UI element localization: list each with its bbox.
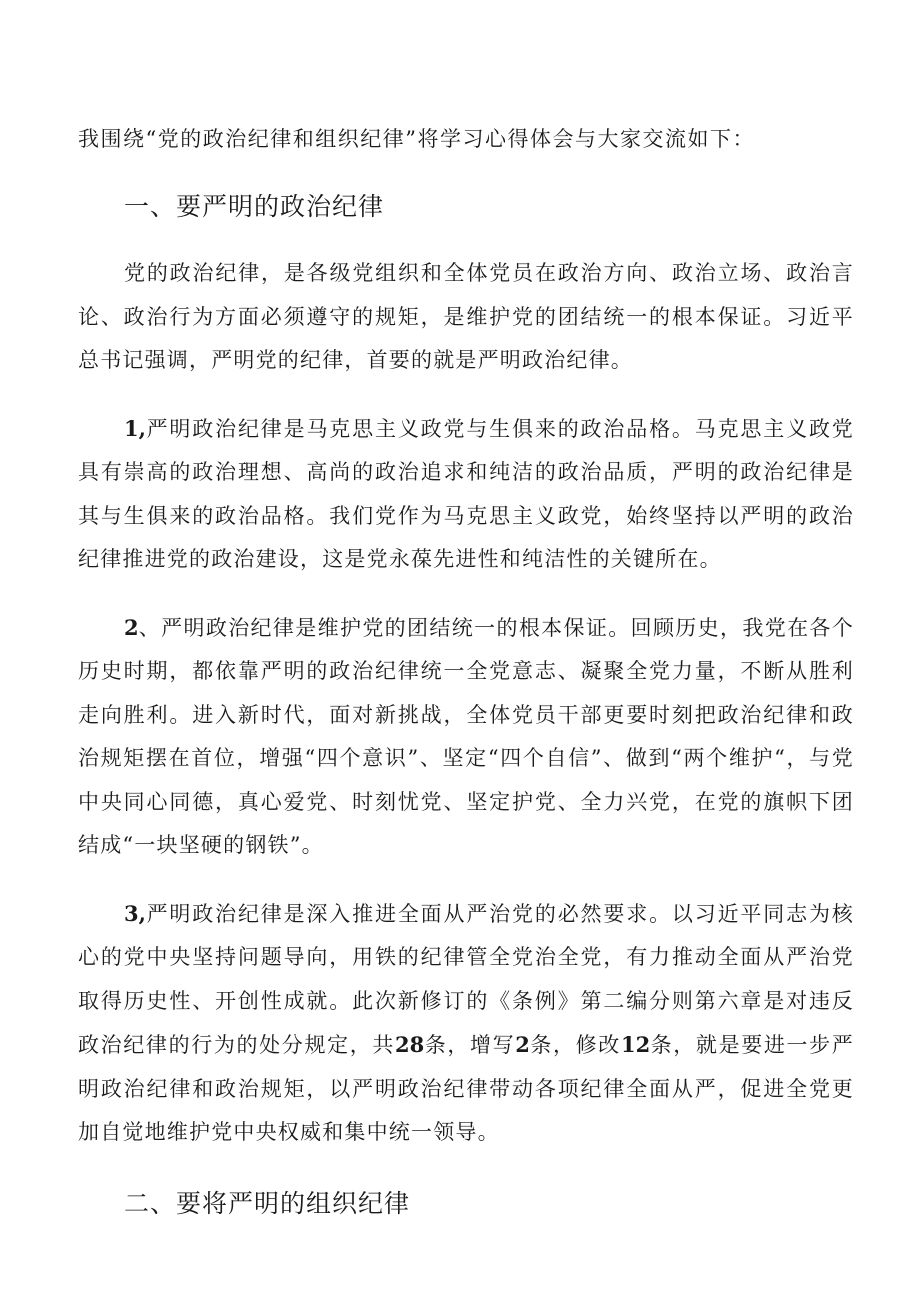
point-3-count-revised: 12 xyxy=(620,1032,651,1057)
section1-paragraph: 党的政治纪律，是各级党组织和全体党员在政治方向、政治立场、政治言论、政治行为方面必须遵守的规矩，是维护党的团结统一的根本保证。习近平总书记强调，严明党的纪律，首要的就是严明政治纪律。 xyxy=(78,261,854,372)
point-1 xyxy=(78,407,854,582)
point-3-count-total: 28 xyxy=(395,1032,425,1057)
point-1-text: 严明政治纪律是马克思主义政党与生俱来的政治品格。马克思主义政党具有崇高的政治理想、高尚的政治追求和纯洁的政治品质，严明的政治纪律是其与生俱来的政治品格。我们党作为马克思主义政党，始终坚持以严明的政治纪律推进党的政治建设，这是党永葆先进性和纯洁性的关键所在。 xyxy=(78,416,854,571)
section2-heading: 二、要将严明的组织纪律 xyxy=(124,1188,411,1218)
point-3-text-a: 严明政治纪律是深入推进全面从严治党的必然要求。以习近平同志为核心的党中央坚持问题导向，用铁的纪律管全党治全党，有力推动全面从严治党取得历史性、开创性成就。此次新修订的《条例》第二编分则第六章是对违反政治纪律的行为的处分规定，共 xyxy=(78,901,854,1057)
point-3-number: 3, xyxy=(124,900,146,926)
point-3-text-b: 条，增写 xyxy=(424,1033,516,1057)
point-3-text-c: 条，修改 xyxy=(529,1033,621,1057)
point-3 xyxy=(78,892,854,1155)
point-3-text-d: 条，就是要进一步严明政治纪律和政治规矩，以严明政治纪律带动各项纪律全面从严，促进全党更加自觉地维护党中央权威和集中统一领导。 xyxy=(78,1033,854,1144)
intro-text: 我围绕“党的政治纪律和组织纪律”将学习心得体会与大家交流如下： xyxy=(78,127,755,151)
point-2 xyxy=(78,606,854,868)
document-page xyxy=(78,118,854,1225)
point-3-count-added: 2 xyxy=(515,1032,530,1057)
point-2-text: 、严明政治纪律是维护党的团结统一的根本保证。回顾历史，我党在各个历史时期，都依靠严明的政治纪律统一全党意志、凝聚全党力量，不断从胜利走向胜利。进入新时代，面对新挑战，全体党员干部更要时刻把政治纪律和政治规矩摆在首位，增强“四个意识”、坚定“四个自信”、做到“两个维护“，与党中央同心同德，真心爱党、时刻忧党、坚定护党、全力兴党，在党的旗帜下团结成“一块坚硬的钢铁”。 xyxy=(78,615,854,857)
section1-heading: 一、要严明的政治纪律 xyxy=(124,192,385,221)
point-1-number: 1, xyxy=(124,415,146,441)
point-2-number: 2 xyxy=(124,614,139,640)
